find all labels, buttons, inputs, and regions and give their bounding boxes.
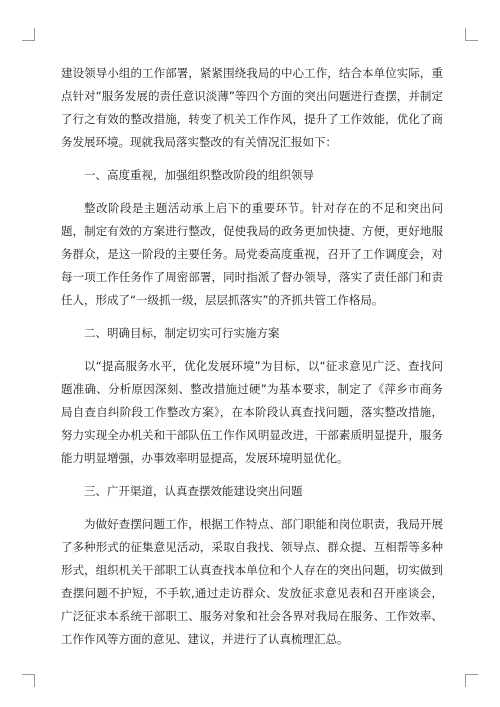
section-paragraph-3: 为做好查摆问题工作，根据工作特点、部门职能和岗位职责，我局开展了多种形式的征集意见活动，采取自我找、领导点、群众提、互相帮等多种形式，组织机关干部职工认真查找本单位和个人存在的突出问题，切实做到查摆问题不护短，不手软,通过走访群众、发放征求意见表和召开座谈会，广泛征求本系统干部职工、服务对象和社会各界对我局在服务、工作效率、工作作风等方面的意见、建议，并进行了认真梳理汇总。 xyxy=(61,517,443,646)
crop-mark-top-left xyxy=(22,28,35,41)
section-paragraph-1: 整改阶段是主题活动承上启下的重要环节。针对存在的不足和突出问题，制定有效的方案进行整改，促使我局的政务更加快捷、方便，更好地服务群众，是这一阶段的主要任务。局党委高度重视，召开了工作调度会，对每一项工作任务作了周密部署，同时指派了督办领导，落实了责任部门和责任人，形成了“一级抓一级，层层抓落实”的齐抓共管工作格局。 xyxy=(61,201,443,307)
section-heading-3: 三、广开渠道，认真查摆效能建设突出问题 xyxy=(84,484,303,498)
section-paragraph-2: 以“提高服务水平，优化发展环境”为目标，以“征求意见广泛、查找问题准确、分析原因深刻、整改措施过硬”为基本要求，制定了《萍乡市商务局自查自纠阶段工作整改方案》，在本阶段认真查找问题，落实整改措施，努力实现全办机关和干部队伍工作作风明显改进，干部素质明显提升，服务能力明显增强，办事效率明显提高，发展环境明显优化。 xyxy=(61,359,443,465)
crop-mark-bottom-right xyxy=(465,674,478,687)
section-heading-2: 二、明确目标，制定切实可行实施方案 xyxy=(84,326,280,340)
intro-paragraph: 建设领导小组的工作部署，紧紧围绕我局的中心工作，结合本单位实际，重点针对“服务发展的责任意识淡薄”等四个方面的突出问题进行查摆，并制定了行之有效的整改措施，转变了机关工作作风，提升了工作效能，优化了商务发展环境。现就我局落实整改的有关情况汇报如下： xyxy=(61,66,443,149)
section-heading-1: 一、高度重视，加强组织整改阶段的组织领导 xyxy=(84,168,314,182)
crop-mark-bottom-left xyxy=(22,674,35,687)
document-body xyxy=(61,62,443,661)
crop-mark-top-right xyxy=(465,28,478,41)
